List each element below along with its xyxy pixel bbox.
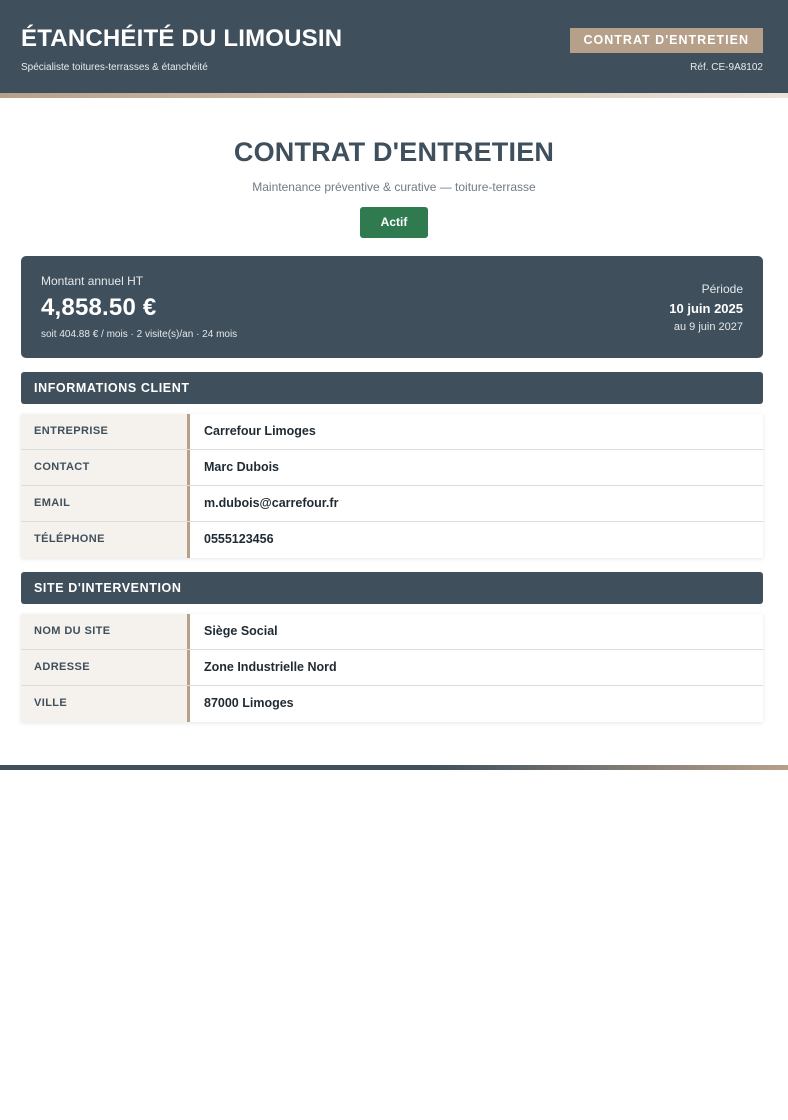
amount-value: 4,858.50 € <box>41 294 157 321</box>
field-label: CONTACT <box>21 450 190 485</box>
table-row <box>21 686 763 722</box>
client-info-table <box>21 414 763 558</box>
client-info-section <box>21 372 763 558</box>
document-type-tag: CONTRAT D'ENTRETIEN <box>570 28 763 53</box>
page-subtitle: Maintenance préventive & curative — toiture-terrasse <box>252 180 536 194</box>
company-name: ÉTANCHÉITÉ DU LIMOUSIN <box>21 25 343 52</box>
field-value: Siège Social <box>204 624 278 638</box>
period-label: Période <box>701 282 743 296</box>
period-start: 10 juin 2025 <box>669 301 743 316</box>
page-title: CONTRAT D'ENTRETIEN <box>233 137 555 167</box>
field-value: Carrefour Limoges <box>204 424 316 438</box>
amount-summary <box>21 256 763 358</box>
field-value: m.dubois@carrefour.fr <box>204 496 339 510</box>
table-row <box>21 614 763 650</box>
table-row <box>21 450 763 486</box>
site-info-section <box>21 572 763 722</box>
contract-period <box>669 282 743 333</box>
amount-label: Montant annuel HT <box>41 274 144 288</box>
field-label: NOM DU SITE <box>21 614 190 649</box>
amount-detail: soit 404.88 € / mois · 2 visite(s)/an · 24 mois <box>41 329 238 340</box>
field-label: TÉLÉPHONE <box>21 522 190 558</box>
title-block <box>0 98 788 238</box>
status-badge: Actif <box>360 207 428 238</box>
section-heading: SITE D'INTERVENTION <box>21 572 763 604</box>
field-value: Marc Dubois <box>204 460 280 474</box>
table-row <box>21 650 763 686</box>
section-heading: INFORMATIONS CLIENT <box>21 372 763 404</box>
table-row <box>21 486 763 522</box>
table-row <box>21 522 763 558</box>
field-value: 0555123456 <box>204 532 274 546</box>
footer-divider <box>0 765 788 770</box>
field-value: 87000 Limoges <box>204 696 294 710</box>
field-label: ADRESSE <box>21 650 190 685</box>
period-end: au 9 juin 2027 <box>673 321 743 333</box>
letterhead <box>0 0 788 93</box>
field-label: VILLE <box>21 686 190 722</box>
site-info-table <box>21 614 763 722</box>
field-label: EMAIL <box>21 486 190 521</box>
contract-reference: Réf. CE-9A8102 <box>690 62 763 73</box>
company-tagline: Spécialiste toitures-terrasses & étanchéité <box>21 62 208 73</box>
table-row <box>21 414 763 450</box>
field-value: Zone Industrielle Nord <box>204 660 337 674</box>
field-label: ENTREPRISE <box>21 414 190 449</box>
